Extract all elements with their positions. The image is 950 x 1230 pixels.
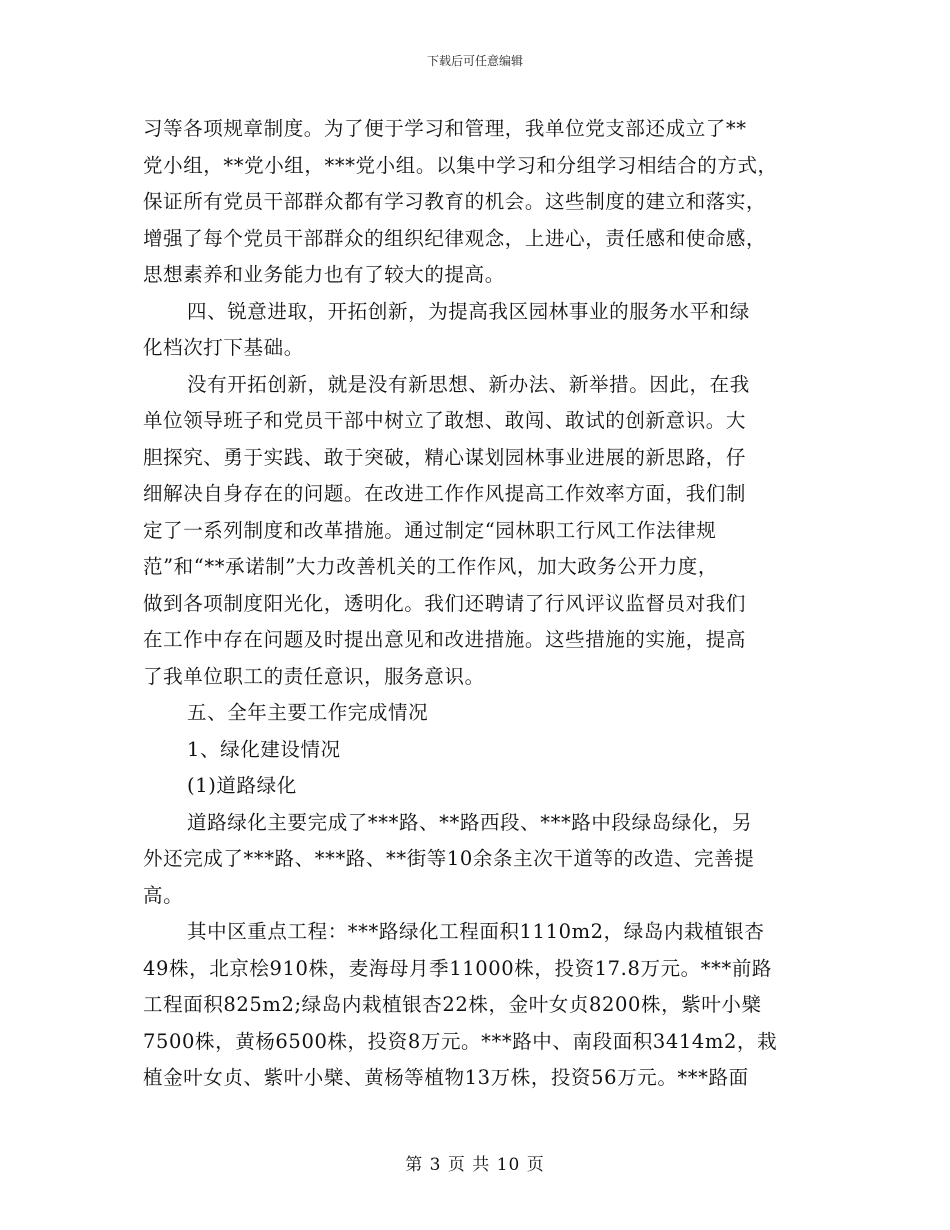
text-line: 在工作中存在问题及时提出意见和改进措施。这些措施的实施，提高 bbox=[143, 628, 747, 651]
page-number: 第 3 页 共 10 页 bbox=[405, 1155, 545, 1175]
text-line: 化档次打下基础。 bbox=[143, 336, 304, 359]
text-line: 49株，北京桧910株，麦海母月季11000株，投资17.8万元。***前路 bbox=[143, 956, 773, 980]
text-line: (1)道路绿化 bbox=[187, 774, 297, 797]
text-line: 做到各项制度阳光化，透明化。我们还聘请了行风评议监督员对我们 bbox=[143, 591, 747, 615]
page-header: 下载后可任意编辑 bbox=[426, 54, 523, 68]
text-line: 高。 bbox=[143, 883, 184, 907]
text-line: 四、锐意进取，开拓创新，为提高我区园林事业的服务水平和绿 bbox=[187, 299, 750, 323]
text-line: 习等各项规章制度。为了便于学习和管理，我单位党支部还成立了** bbox=[143, 117, 747, 140]
text-line: 工程面积825m2;绿岛内栽植银杏22株，金叶女贞8200株，紫叶小檗 bbox=[143, 993, 762, 1016]
text-line: 了我单位职工的责任意识，服务意识。 bbox=[143, 664, 485, 688]
text-line: 其中区重点工程：***路绿化工程面积1110m2，绿岛内栽植银杏 bbox=[187, 920, 765, 943]
text-line: 党小组，**党小组，***党小组。以集中学习和分组学习相结合的方式， bbox=[143, 153, 778, 177]
text-line: 1、绿化建设情况 bbox=[187, 737, 341, 761]
text-line: 定了一系列制度和改革措施。通过制定“园林职工行风工作法律规 bbox=[143, 518, 717, 542]
text-line: 植金叶女贞、紫叶小檗、黄杨等植物13万株，投资56万元。***路面 bbox=[143, 1066, 749, 1089]
text-line: 五、全年主要工作完成情况 bbox=[187, 701, 429, 724]
text-line: 外还完成了***路、***路、**街等10余条主次干道等的改造、完善提 bbox=[143, 847, 755, 870]
text-line: 单位领导班子和党员干部中树立了敢想、敢闯、敢试的创新意识。大 bbox=[143, 409, 747, 432]
text-line: 道路绿化主要完成了***路、**路西段、***路中段绿岛绿化，另 bbox=[187, 810, 753, 834]
text-line: 范”和“**承诺制”大力改善机关的工作作风，加大政务公开力度， bbox=[143, 555, 719, 578]
text-line: 7500株，黄杨6500株，投资8万元。***路中、南段面积3414m2，栽 bbox=[143, 1029, 778, 1053]
text-line: 保证所有党员干部群众都有学习教育的机会。这些制度的建立和落实， bbox=[143, 190, 767, 213]
text-line: 没有开拓创新，就是没有新思想、新办法、新举措。因此，在我 bbox=[187, 372, 750, 396]
text-line: 思想素养和业务能力也有了较大的提高。 bbox=[143, 263, 505, 286]
text-line: 增强了每个党员干部群众的组织纪律观念，上进心，责任感和使命感， bbox=[143, 226, 767, 250]
document-body bbox=[143, 111, 813, 1097]
text-line: 细解决自身存在的问题。在改进工作作风提高工作效率方面，我们制 bbox=[143, 482, 747, 505]
text-line: 胆探究、勇于实践、敢于突破，精心谋划园林事业进展的新思路，仔 bbox=[143, 445, 747, 469]
